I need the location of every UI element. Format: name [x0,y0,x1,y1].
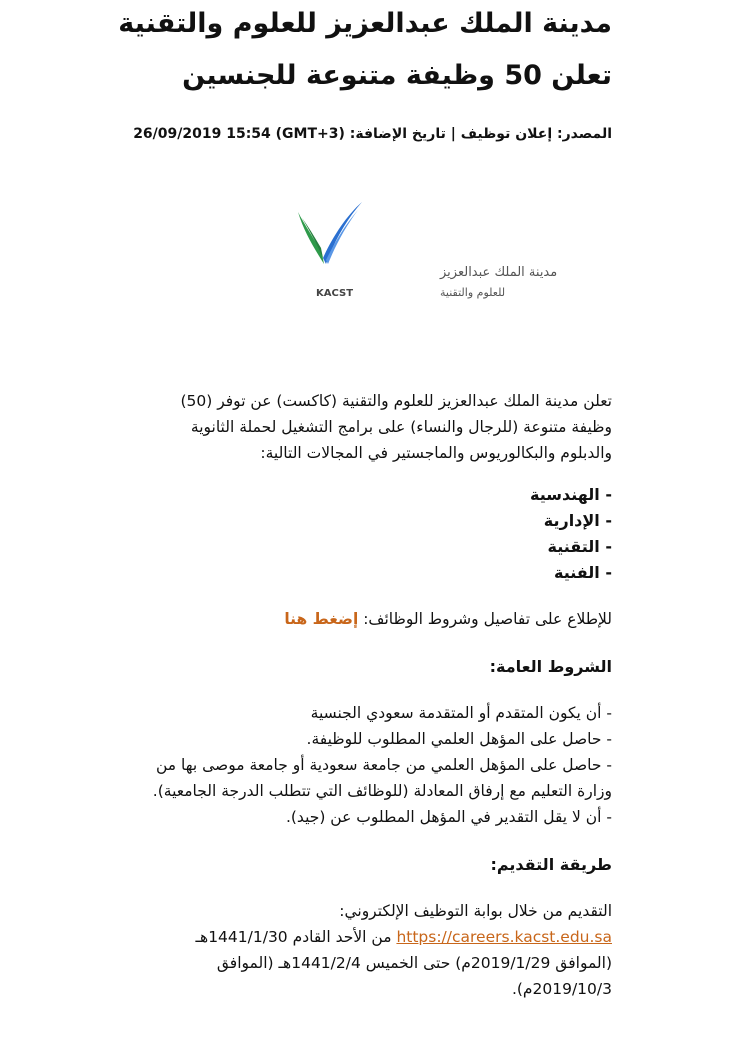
general-conditions-heading: الشروط العامة: [489,657,612,676]
meta-separator: | [445,126,461,142]
logo-green-leaf-icon [298,212,324,264]
field-item: - الفنية [554,563,612,582]
kacst-logo [294,198,558,310]
apply-intro: التقديم من خلال بوابة التوظيف الإلكتروني: [339,902,612,920]
careers-portal-link[interactable]: https://careers.kacst.edu.sa [396,928,612,946]
article-body [138,388,612,1002]
meta-date-label: تاريخ الإضافة: [344,126,446,142]
field-item: - الإدارية [543,511,612,530]
meta-source: المصدر: إعلان توظيف [460,126,612,142]
article-meta [12,123,612,145]
apply-dates: من الأحد القادم 1441/1/30هـ (الموافق 2019/1/29م) حتى الخميس 1441/2/4هـ (الموافق 2019/10/3م). [195,928,612,998]
logo-blue-leaf-inner-icon [326,210,358,264]
condition-item: - حاصل على المؤهل العلمي المطلوب للوظيفة. [306,730,612,748]
intro-paragraph: تعلن مدينة الملك عبدالعزيز للعلوم والتقنية (كاكست) عن توفر (50) وظيفة متنوعة (للرجال والنساء) على برامج التشغيل لحملة الثانوية والدبلوم والبكالوريوس والماجستير في المجالات التالية: [180,392,612,462]
article-title-line-2: تعلن 50 وظيفة متنوعة للجنسين [182,60,612,91]
details-text: للإطلاع على تفاصيل وشروط الوظائف: [358,610,612,628]
logo-abbr: KACST [316,288,354,299]
apply-heading: طريقة التقديم: [490,855,612,874]
apply-details [138,924,612,1002]
article-title-line-1: مدينة الملك عبدالعزيز للعلوم والتقنية [118,8,612,39]
condition-item: - حاصل على المؤهل العلمي من جامعة سعودية أو جامعة موصى بها من وزارة التعليم مع إرفاق المعادلة (للوظائف التي تتطلب الدرجة الجامعية). [152,756,612,800]
details-line [138,606,612,632]
meta-date-value: 26/09/2019 15:54 (GMT+3) [133,126,345,142]
logo-name-line-2: للعلوم والتقنية [440,286,506,299]
details-link[interactable]: إضغط هنا [284,610,359,628]
logo-name-line-1: مدينة الملك عبدالعزيز [440,265,558,280]
field-item: - التقنية [547,537,612,556]
condition-item: - أن لا يقل التقدير في المؤهل المطلوب عن (جيد). [285,808,612,826]
field-item: - الهندسية [529,485,612,504]
condition-item: - أن يكون المتقدم أو المتقدمة سعودي الجنسية [310,704,612,722]
